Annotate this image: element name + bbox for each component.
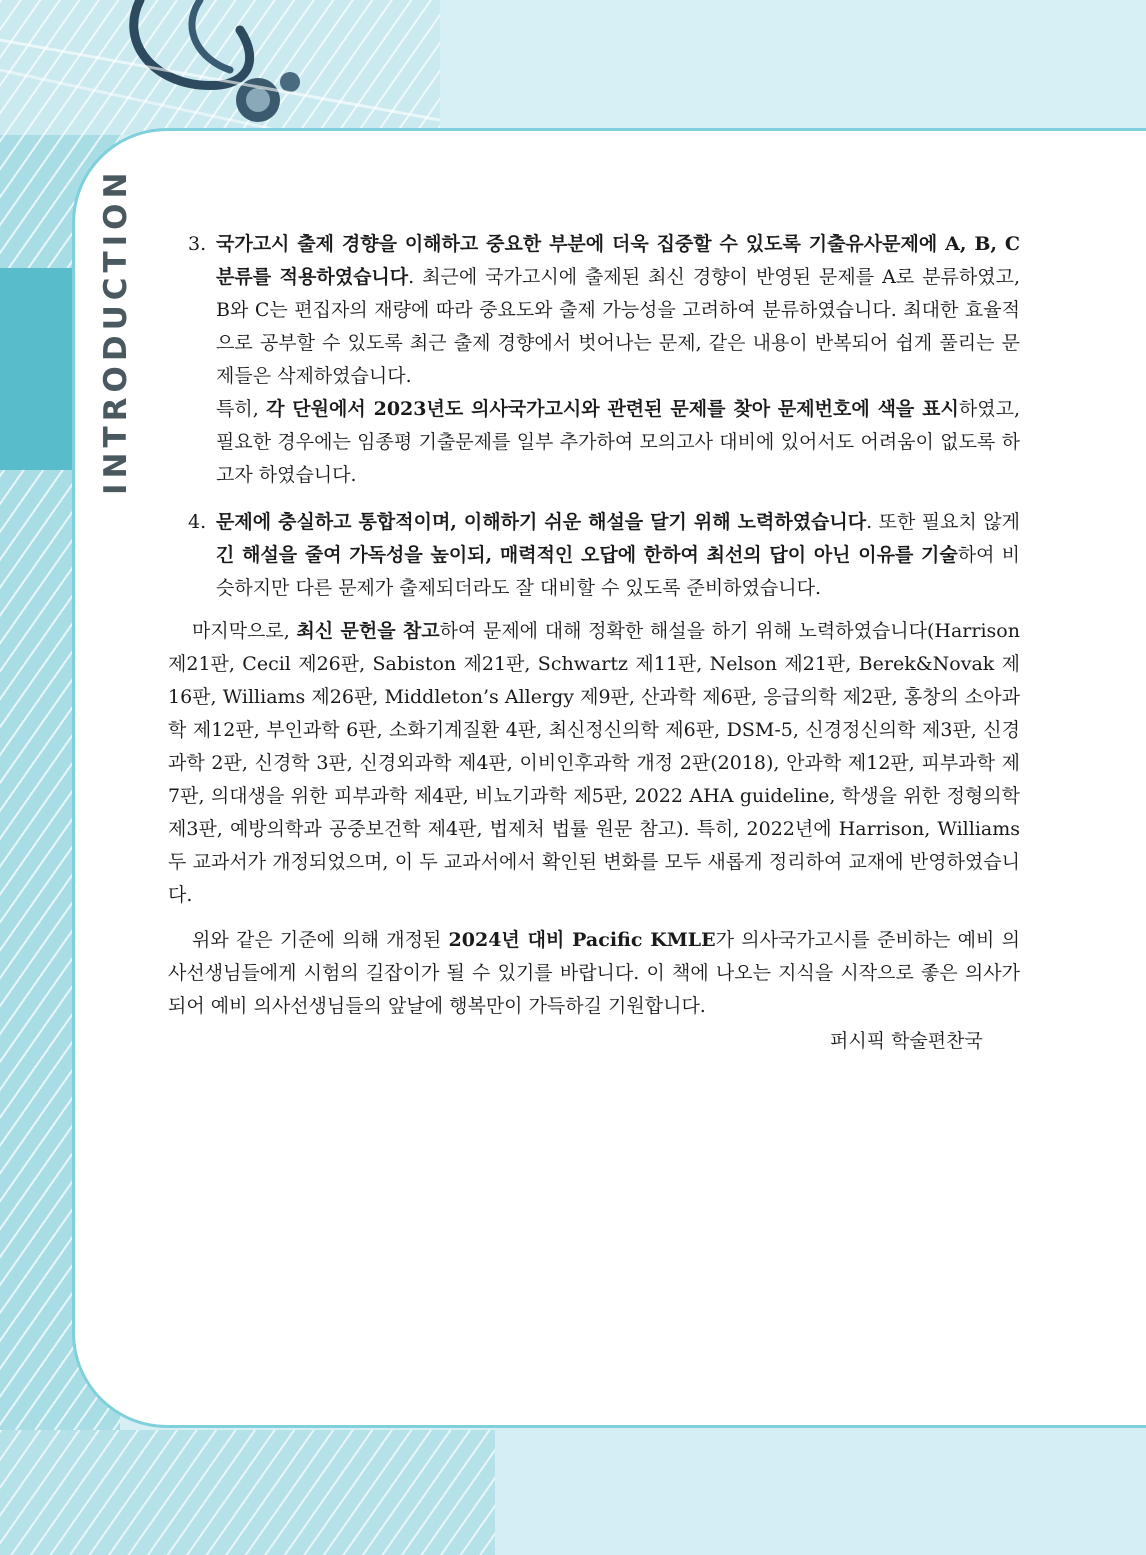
emphasis-text: 국가고시 출제 경향을 이해하고 중요한 부분에 더욱 집중할 수 있도록 기출유사문제에 A, B, C 분류를 적용하였습니다 <box>216 233 1020 288</box>
side-tab <box>0 268 82 470</box>
list-item-3 <box>168 228 1020 492</box>
body-paragraph-references <box>168 615 1020 912</box>
bottom-right-panel <box>495 1430 1146 1555</box>
text-run: . 또한 필요치 않게 <box>866 511 1020 533</box>
bottom-striped-band <box>0 1430 495 1555</box>
list-item-4 <box>168 506 1020 605</box>
item-paragraph <box>216 228 1020 393</box>
text-run: 하여 문제에 대해 정확한 해설을 하기 위해 노력하였습니다(Harrison 제21판, Cecil 제26판, Sabiston 제21판, Schwartz 제11판, Nelson 제21판, Berek&Novak 제16판, Williams 제26판, Middleton’s Allergy 제9판, 산과학 제6판, 응급의학 제2판, 홍창의 소아과학 제12판, 부인과학 6판, 소화기계질환 4판, 최신정신의학 제6판, DSM-5, 신경정신의학 제3판, 신경과학 2판, 신경학 3판, 신경외과학 제4판, 이비인후과학 개정 2판(2018), 안과학 제12판, 피부과학 제7판, 의대생을 위한 피부과학 제4판, 비뇨기과학 제5판, 2022 AHA guideline, 학생을 위한 정형의학 제3판, 예방의학과 공중보건학 제4판, 법제처 법률 원문 참고). 특히, 2022년에 Harrison, Williams 두 교과서가 개정되었으며, 이 두 교과서에서 확인된 변화를 모두 새롭게 정리하여 교재에 반영하였습니다. <box>168 620 1020 906</box>
stethoscope-image <box>0 0 440 135</box>
item-paragraph <box>216 393 1020 492</box>
text-run: 특히, <box>216 398 267 420</box>
top-right-panel <box>440 0 1146 128</box>
text-run: . 최근에 국가고시에 출제된 최신 경향이 반영된 문제를 A로 분류하였고, B와 C는 편집자의 재량에 따라 중요도와 출제 가능성을 고려하여 분류하였습니다. 최대한 효율적으로 공부할 수 있도록 최근 출제 경향에서 벗어나는 문제, 같은 내용이 반복되어 쉽게 풀리는 문제들은 삭제하였습니다. <box>216 266 1020 387</box>
emphasis-text: 각 단원에서 2023년도 의사국가고시와 관련된 문제를 찾아 문제번호에 색을 표시 <box>266 398 959 420</box>
body-paragraph-closing <box>168 924 1020 1023</box>
signature: 퍼시픽 학술편찬국 <box>830 1030 983 1052</box>
text-run: 하였고, 필요한 경우에는 임종평 기출문제를 일부 추가하여 모의고사 대비에 있어서도 어려움이 없도록 하고자 하였습니다. <box>216 398 1020 486</box>
item-number: 3. <box>188 233 207 255</box>
text-run: 하여 비슷하지만 다른 문제가 출제되더라도 잘 대비할 수 있도록 준비하였습니다. <box>216 544 1020 599</box>
text-run: 가 의사국가고시를 준비하는 예비 의사선생님들에게 시험의 길잡이가 될 수 있기를 바랍니다. 이 책에 나오는 지식을 시작으로 좋은 의사가 되어 예비 의사선생님들의 앞날에 행복만이 가득하길 기원합니다. <box>168 929 1020 1017</box>
emphasis-text: 긴 해설을 줄여 가독성을 높이되, 매력적인 오답에 한하여 최선의 답이 아닌 이유를 기술 <box>216 544 958 566</box>
text-run: 위와 같은 기준에 의해 개정된 <box>192 929 449 951</box>
side-label: INTRODUCTION <box>98 167 134 495</box>
emphasis-text: 최신 문헌을 참고 <box>296 620 440 642</box>
item-number: 4. <box>188 511 207 533</box>
item-paragraph <box>216 506 1020 605</box>
introduction-text <box>168 228 1020 1023</box>
emphasis-text: 2024년 대비 Pacific KMLE <box>448 929 716 951</box>
emphasis-text: 문제에 충실하고 통합적이며, 이해하기 쉬운 해설을 달기 위해 노력하였습니다 <box>216 511 867 533</box>
text-run: 마지막으로, <box>192 620 297 642</box>
